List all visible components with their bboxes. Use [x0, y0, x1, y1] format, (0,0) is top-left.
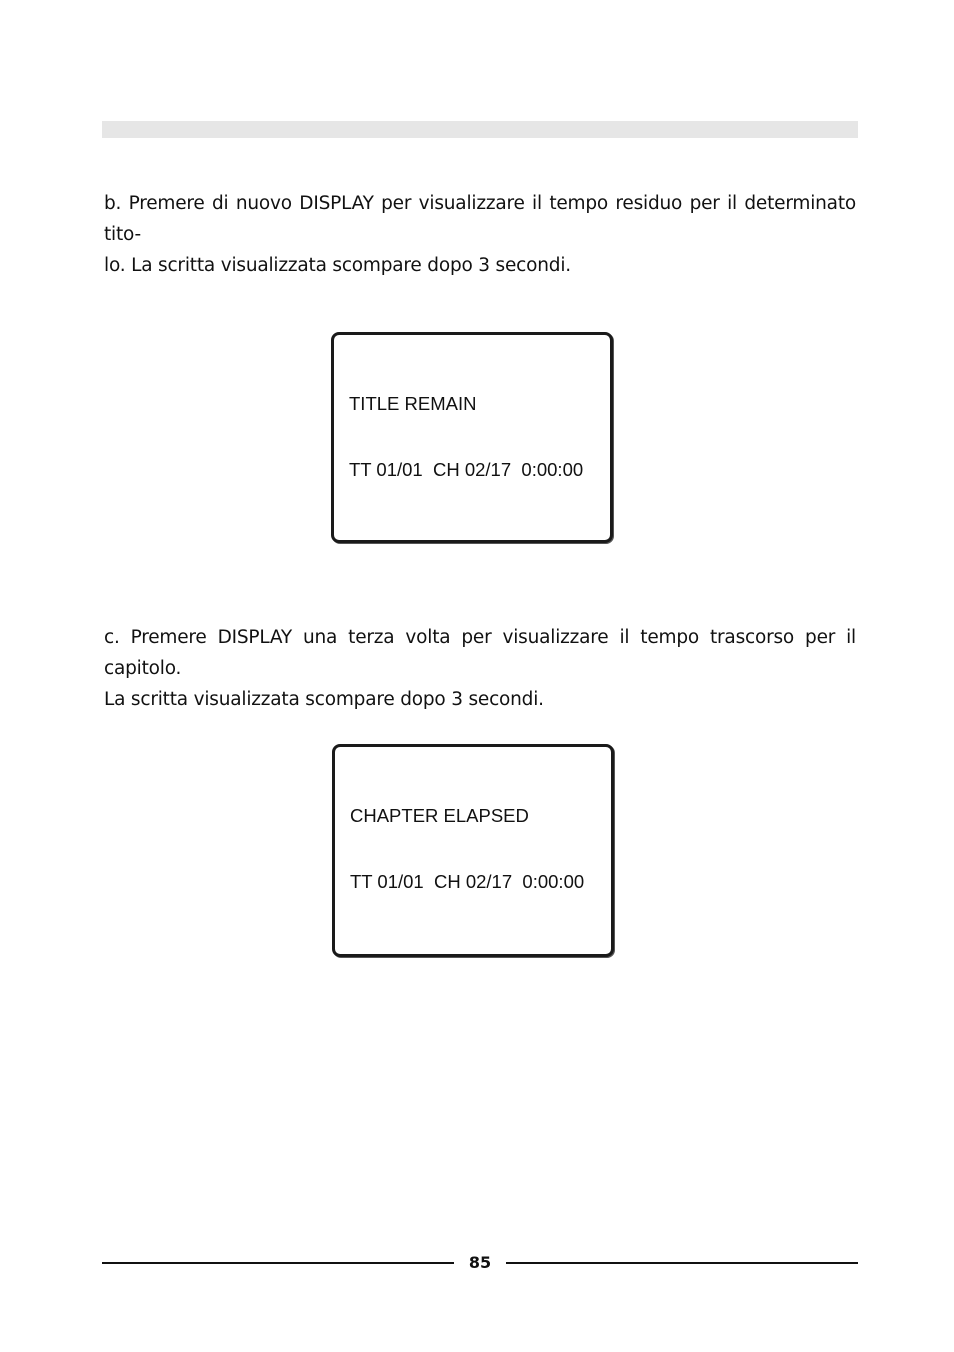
header-bar — [102, 121, 858, 138]
osd-screen-title-remain — [331, 332, 613, 543]
paragraph-c-line-1: c. Premere DISPLAY una terza volta per visualizzare il tempo trascorso per il capitolo. — [104, 627, 856, 679]
paragraph-b — [104, 188, 856, 281]
footer-rule-right — [506, 1262, 858, 1264]
osd-info-line: TT 01/01 CH 02/17 0:00:00 — [349, 459, 584, 480]
footer-rule-left — [102, 1262, 454, 1264]
paragraph-b-line-1: b. Premere di nuovo DISPLAY per visualizzare il tempo residuo per il determinato tito- — [104, 193, 856, 245]
osd-screen-chapter-elapsed — [332, 744, 614, 957]
osd-info-line: TT 01/01 CH 02/17 0:00:00 — [350, 871, 585, 892]
paragraph-c-line-2: La scritta visualizzata scompare dopo 3 secondi. — [104, 689, 544, 710]
osd-mode-label: TITLE REMAIN — [349, 393, 477, 414]
osd-text — [350, 761, 584, 937]
paragraph-c — [104, 622, 856, 715]
osd-mode-label: CHAPTER ELAPSED — [350, 805, 529, 826]
paragraph-b-line-2: lo. La scritta visualizzata scompare dopo 3 secondi. — [104, 255, 571, 276]
page-number: 85 — [468, 1253, 492, 1272]
osd-text — [349, 349, 583, 525]
